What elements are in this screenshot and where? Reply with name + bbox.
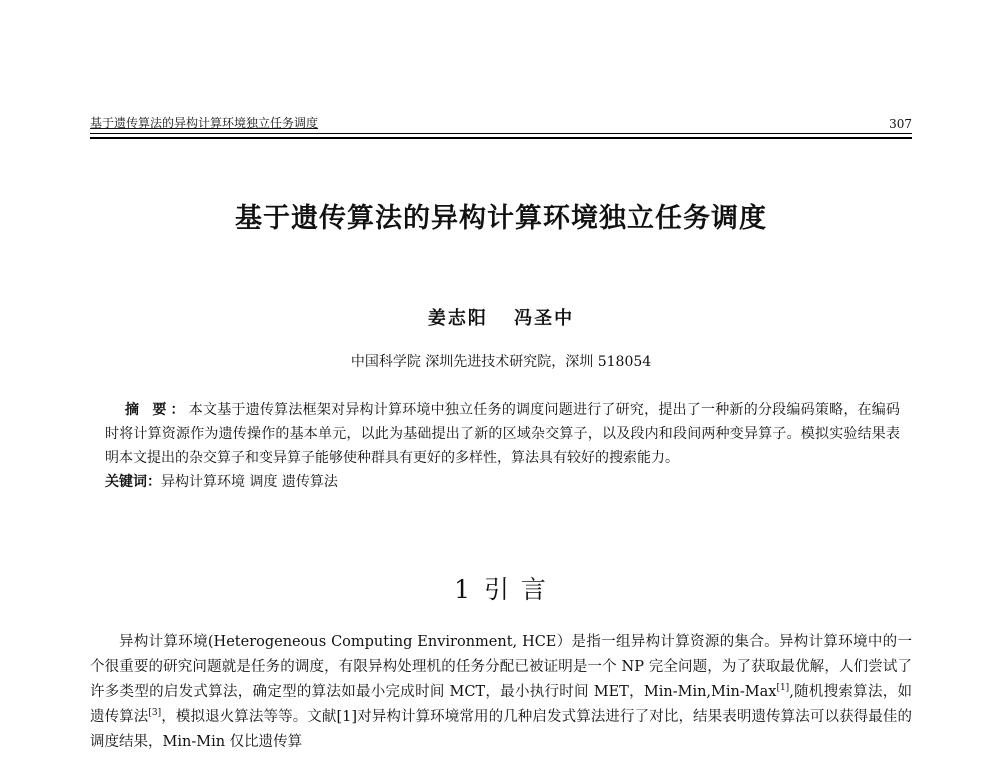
- header-rule-thin: [90, 133, 912, 134]
- section-heading: [90, 570, 912, 606]
- header-rule-thick: [90, 137, 912, 139]
- keywords-text: 异构计算环境 调度 遗传算法: [161, 474, 338, 490]
- body-part-2: ,随机搜索算法，如遗传算法: [90, 684, 913, 725]
- abstract-text: 本文基于遗传算法框架对异构计算环境中独立任务的调度问题进行了研究，提出了一种新的分段编码策略，在编码时将计算资源作为遗传操作的基本单元，以此为基础提出了新的区域杂交算子，以及段内和段间两种变异算子。模拟实验结果表明本文提出的杂交算子和变异算子能够使种群具有更好的多样性，算法具有较好的搜索能力。: [105, 402, 901, 466]
- citation-1: [1]: [776, 683, 790, 694]
- page-number: 307: [889, 117, 912, 131]
- abstract-paragraph: [105, 398, 900, 470]
- affiliation: 中国科学院 深圳先进技术研究院，深圳 518054: [350, 354, 652, 370]
- keywords-line: [105, 470, 900, 494]
- running-header: [90, 114, 912, 131]
- abstract-block: [105, 398, 900, 494]
- body-part-3: ，模拟退火算法等等。文献[1]对异构计算环境常用的几种启发式算法进行了对比，结果表明遗传算法可以获得最佳的调度结果，Min-Min 仅比遗传算: [90, 709, 912, 750]
- section-title: 引 言: [483, 575, 548, 604]
- running-title: 基于遗传算法的异构计算环境独立任务调度: [90, 116, 319, 130]
- section-number: 1: [454, 575, 472, 604]
- citation-3: [3]: [148, 708, 162, 719]
- keywords-label: 关键词：: [105, 474, 161, 490]
- intro-paragraph: [90, 630, 912, 755]
- authors: 姜志阳 冯圣中: [427, 308, 575, 329]
- body-part-1: 异构计算环境(Heterogeneous Computing Environment, HCE）是指一组异构计算资源的集合。异构计算环境中的一个很重要的研究问题就是任务的调度，有限异构处理机的任务分配已被证明是一个 NP 完全问题，为了获取最优解，人们尝试了许多类型的启发式算法，确定型的算法如最小完成时间 MCT，最小执行时间 MET，Min-Min,Min-Max: [90, 634, 912, 700]
- abstract-label: 摘 要：: [125, 402, 189, 418]
- paper-title: 基于遗传算法的异构计算环境独立任务调度: [235, 203, 767, 234]
